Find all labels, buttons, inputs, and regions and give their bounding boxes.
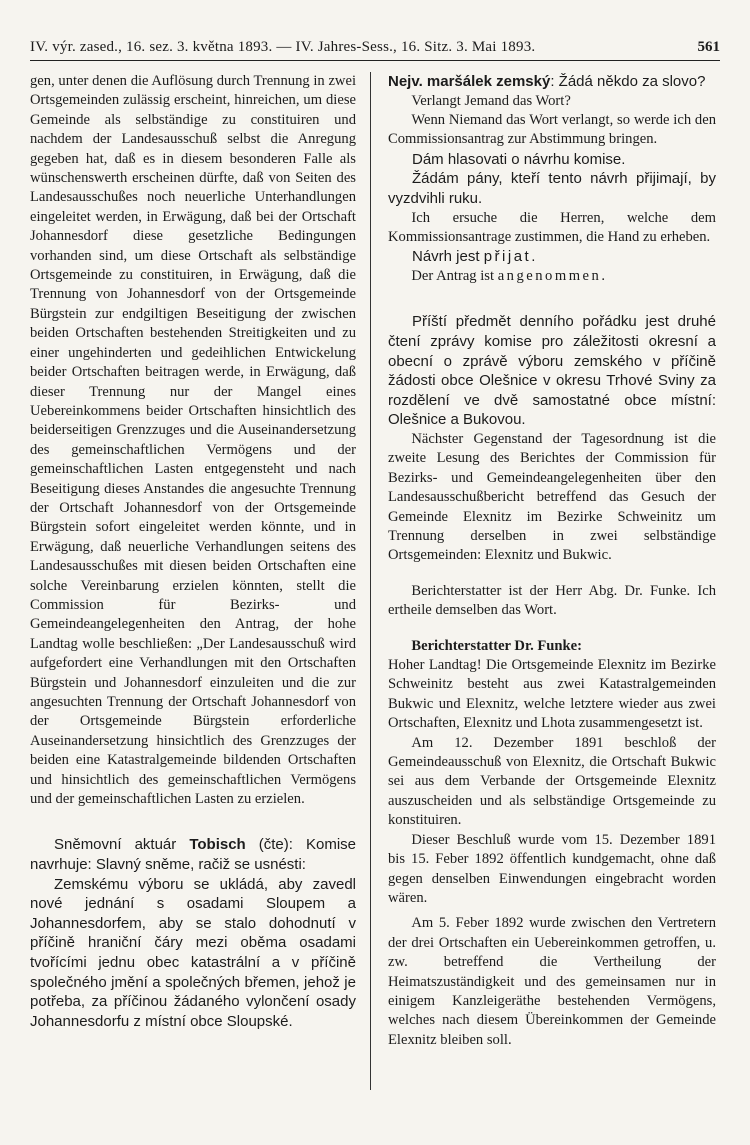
- aktuar-name: Tobisch: [189, 836, 246, 854]
- accepted-cz: [388, 247, 716, 267]
- german-resolution-text: gen, unter denen die Auflösung durch Trennung in zwei Ortsgemeinden zulässig erscheint, hinreichen, um diese Gemeinde als selbständige zu constituiren und nachdem der Landesausschuß selbst die Anregung gegeben hat, daß es in diesem besonderen Falle als wünschenswerth erscheinen dürfte, daß von Seiten des Landesausschußes noch neuerliche Unterhandlungen eingeleitet werden, in Erwägung, daß bei der Ortschaft Johannesdorf diese gesetzliche Bedingungen vorhanden sind, um diese Ortschaft als selbständige Ortsgemeinde zu constituiren, in Erwägung, daß die Trennung von Johannesdorf von der Ortsgemeinde Bürgstein zur endgiltigen Beseitigung der zwischen beiden Ortschaften bestehenden Streitigkeiten und zu einer ungehinderten und gedeihlichen Entwickelung beider Ortschaften beitragen werde, in Erwägung, daß dieser Trennung nur der Mangel eines Uebereinkommens beider Ortschaften hinsichtlich des beiderseitigen Grenzzuges und die Auseinandersetzung des gemeinschaftlichen Vermögens und der gemeinschaftlichen Lasten entgegensteht und nach Beseitigung dieses Anstandes die angesuchte Trennung der Ortschaft Johannesdorf von der Ortsgemeinde Bürgstein sofort eingeleitet werden könnte, und in Erwägung, daß neuerliche Verhandlungen seitens des Landesausschußes mit diesen beiden Ortschaften eine solche Vereinbarung erzielen könnten, stellt die Commission für Bezirks- und Gemeindeangelegenheiten den Antrag, der hohe Landtag wolle beschließen: „Der Landesausschuß wird aufgefordert eine Verhandlungen mit den Ortschaften Bürgstein und Johannesdorf einzuleiten und die zur angesuchten Trennung der Ortschaft Johannesdorf von der Ortsgemeinde Bürgstein erforderliche Auseinandersetzung hinsichtlich des Grenzzuges der beiden eine Katastralgemeinde bildenden Ortschaften und hinsichtlich des gemeinschaftlichen Vermögens und der gemeinschaftlichen Lasten zu erzielen.: [30, 73, 356, 808]
- left-column: [30, 72, 356, 1031]
- no-speaker-de: Wenn Niemand das Wort verlangt, so werde ich den Commissionsantrag zur Abstimmung bringen.: [388, 112, 716, 148]
- right-column: [388, 72, 716, 1050]
- next-item-cz: Příští předmět denního pořádku jest druhé čtení zprávy komise pro záležitosti okresní a obecní o zprávě výboru zemského v příčině žádosti obce Olešnice v okresu Trhové Sviny za rozdělení ve dvě samostatné obce místní: Olešnice a Bukovou.: [388, 313, 716, 429]
- running-head: IV. výr. zased., 16. sez. 3. května 1893. — IV. Jahres-Sess., 16. Sitz. 3. Mai 1893.: [30, 39, 536, 55]
- accepted-de-word: angenommen.: [497, 268, 608, 284]
- paragraph-feber: Am 5. Feber 1892 wurde zwischen den Vertretern der drei Ortschaften ein Uebereinkommen getroffen, u. zw. betreffend die Vertheilung der Heimatszuständigkeit und des gemeinsamen nur in einigem Kanzleigeräthe bestehenden Vermögens, welches nach diesem Übereinkommen der Gemeinde Elexnitz bleiben soll.: [388, 915, 716, 1048]
- accepted-cz-prefix: Návrh jest: [412, 248, 480, 266]
- paragraph-kundmachung: Dieser Beschluß wurde vom 15. Dezember 1891 bis 15. Feber 1892 öffentlich kundgemacht, ohne daß gegen denselben Einwendungen eingebracht worden wären.: [388, 831, 716, 906]
- marshal-name: Nejv. maršálek zemský: [388, 73, 551, 90]
- aktuar-intro-paragraph: [30, 835, 356, 874]
- czech-resolution-text: Zemskému výboru se ukládá, aby zavedl nové jednání s osadami Sloupem a Johannesdorfem, aby se stalo dohodnutí v příčině hraniční čáry mezi oběma osadami tvořícími jednu obec katastrální a v příčině společného jmění a společných břemen, jehož je potřeba, za příčinou žádaného vylončení osady Johannesdorfu z místní obce Sloupské.: [30, 875, 356, 1030]
- aktuar-label: Sněmovní aktuár: [54, 836, 177, 854]
- reporter-announcement: Berichterstatter ist der Herr Abg. Dr. Funke. Ich ertheile demselben das Wort.: [388, 582, 716, 619]
- reporter-speech: Hoher Landtag! Die Ortsgemeinde Elexnitz im Bezirke Schweinitz besteht aus zwei Katastralgemeinden Bukwic und Elexnitz, welche letztere wieder aus zwei Ortschaften, Elexnitz und Lhota zusammengesetzt ist.: [388, 657, 716, 732]
- aktuar-tail: (čte): Komise navrhuje: Slavný sněme, račiž se usnésti:: [30, 836, 356, 874]
- marshal-question: : Žádá někdo za slovo?: [550, 73, 706, 90]
- page-number: 561: [697, 39, 720, 55]
- page-header: [30, 30, 720, 61]
- accepted-cz-word: přijat.: [483, 248, 538, 266]
- next-item-de: Nächster Gegenstand der Tagesordnung ist die zweite Lesung des Berichtes der Commission für Bezirks- und Gemeindeangelegenheiten über den Landesausschußbericht betreffend das Gesuch der Gemeinde Elexnitz im Bezirke Schweinitz um Trennung derselben in zwei selbständige Ortsgemeinden: Elexnitz und Bukwic.: [388, 430, 716, 564]
- hands-de: Ich ersuche die Herren, welche dem Kommissionsantrage zustimmen, die Hand zu erheben.: [388, 209, 716, 245]
- paragraph-1891: Am 12. Dezember 1891 beschloß der Gemeindeausschuß von Elexnitz, die Ortschaft Bukwic sei aus dem Verbande der Ortsgemeinde Elexnitz auszuscheiden und als selbständige Ortsgemeinde zu konstituiren.: [388, 734, 716, 829]
- marshal-question-cz: [388, 72, 716, 92]
- accepted-de-prefix: Der Antrag ist: [411, 268, 495, 284]
- hands-cz: Žádám pány, kteří tento návrh přijimají, by vyzdvihli ruku.: [388, 170, 716, 207]
- accepted-de: [388, 267, 716, 286]
- marshal-question-de: Verlangt Jemand das Wort?: [411, 92, 571, 109]
- column-divider: [370, 72, 371, 1090]
- reporter-label: Berichterstatter Dr. Funke:: [411, 637, 582, 654]
- vote-cz: Dám hlasovati o návrhu komise.: [412, 150, 626, 168]
